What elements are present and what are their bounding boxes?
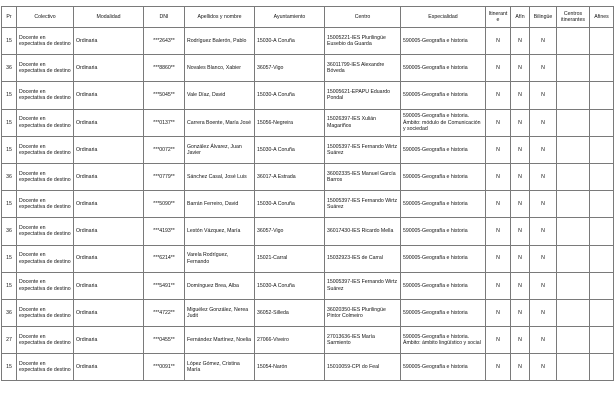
cell-afines bbox=[590, 191, 614, 218]
cell-especialidad: 590005-Geografía e historia bbox=[401, 163, 486, 190]
cell-centros-itinerantes bbox=[557, 299, 590, 326]
header-afines: Afines bbox=[590, 7, 614, 28]
cell-apellidos-nombre: González Álvarez, Juan Javier bbox=[185, 136, 255, 163]
cell-colectivo: Docente en expectativa de destino bbox=[17, 218, 74, 245]
cell-colectivo: Docente en expectativa de destino bbox=[17, 136, 74, 163]
cell-afin: N bbox=[511, 55, 530, 82]
cell-centros-itinerantes bbox=[557, 272, 590, 299]
cell-especialidad: 590005-Geografía e historia bbox=[401, 55, 486, 82]
header-apellidos-nombre: Apellidos y nombre bbox=[185, 7, 255, 28]
table-row bbox=[2, 327, 614, 354]
table-row bbox=[2, 28, 614, 55]
cell-itinerante: N bbox=[486, 82, 511, 109]
cell-dni: ***4193** bbox=[144, 218, 185, 245]
cell-itinerante: N bbox=[486, 218, 511, 245]
table-row bbox=[2, 354, 614, 381]
header-especialidad: Especialidad bbox=[401, 7, 486, 28]
cell-colectivo: Docente en expectativa de destino bbox=[17, 109, 74, 136]
cell-bilingue: N bbox=[530, 218, 557, 245]
cell-afines bbox=[590, 55, 614, 82]
cell-especialidad: 590005-Geografía e historia bbox=[401, 218, 486, 245]
header-modalidad: Modalidad bbox=[74, 7, 144, 28]
table-row bbox=[2, 272, 614, 299]
cell-afin: N bbox=[511, 109, 530, 136]
cell-ayuntamiento: 15021-Carral bbox=[255, 245, 325, 272]
cell-pr: 15 bbox=[2, 136, 17, 163]
cell-centros-itinerantes bbox=[557, 28, 590, 55]
cell-colectivo: Docente en expectativa de destino bbox=[17, 191, 74, 218]
cell-afines bbox=[590, 354, 614, 381]
cell-centro: 15032923-IES de Carral bbox=[325, 245, 401, 272]
cell-centro: 36017430-IES Ricardo Mella bbox=[325, 218, 401, 245]
cell-itinerante: N bbox=[486, 28, 511, 55]
cell-pr: 36 bbox=[2, 55, 17, 82]
cell-dni: ***0072** bbox=[144, 136, 185, 163]
assignments-table bbox=[1, 6, 614, 381]
cell-bilingue: N bbox=[530, 163, 557, 190]
cell-ayuntamiento: 36057-Vigo bbox=[255, 218, 325, 245]
table-row bbox=[2, 109, 614, 136]
cell-modalidad: Ordinaria bbox=[74, 327, 144, 354]
cell-pr: 15 bbox=[2, 272, 17, 299]
cell-especialidad: 590005-Geografía e historia. Ámbito: ámbito lingüístico y social bbox=[401, 327, 486, 354]
table-row bbox=[2, 55, 614, 82]
cell-bilingue: N bbox=[530, 354, 557, 381]
cell-dni: ***0137** bbox=[144, 109, 185, 136]
cell-centro: 36020350-IES Plurilingüe Pintor Colmeiro bbox=[325, 299, 401, 326]
cell-bilingue: N bbox=[530, 28, 557, 55]
cell-especialidad: 590005-Geografía e historia bbox=[401, 245, 486, 272]
cell-colectivo: Docente en expectativa de destino bbox=[17, 28, 74, 55]
cell-itinerante: N bbox=[486, 163, 511, 190]
cell-itinerante: N bbox=[486, 299, 511, 326]
cell-ayuntamiento: 15030-A Coruña bbox=[255, 191, 325, 218]
table-row bbox=[2, 218, 614, 245]
cell-apellidos-nombre: Varela Rodríguez, Fernando bbox=[185, 245, 255, 272]
cell-bilingue: N bbox=[530, 109, 557, 136]
table-header-row bbox=[2, 7, 614, 28]
cell-ayuntamiento: 36057-Vigo bbox=[255, 55, 325, 82]
cell-especialidad: 590005-Geografía e historia bbox=[401, 299, 486, 326]
cell-afin: N bbox=[511, 28, 530, 55]
cell-colectivo: Docente en expectativa de destino bbox=[17, 327, 74, 354]
cell-itinerante: N bbox=[486, 55, 511, 82]
cell-colectivo: Docente en expectativa de destino bbox=[17, 354, 74, 381]
header-bilingue: Bilingüe bbox=[530, 7, 557, 28]
cell-centros-itinerantes bbox=[557, 136, 590, 163]
table-row bbox=[2, 191, 614, 218]
table-row bbox=[2, 245, 614, 272]
cell-apellidos-nombre: Carrera Boente, María José bbox=[185, 109, 255, 136]
cell-bilingue: N bbox=[530, 191, 557, 218]
cell-apellidos-nombre: Vale Díaz, David bbox=[185, 82, 255, 109]
cell-colectivo: Docente en expectativa de destino bbox=[17, 299, 74, 326]
cell-itinerante: N bbox=[486, 109, 511, 136]
cell-afin: N bbox=[511, 163, 530, 190]
cell-ayuntamiento: 15030-A Coruña bbox=[255, 82, 325, 109]
cell-pr: 15 bbox=[2, 109, 17, 136]
cell-centros-itinerantes bbox=[557, 245, 590, 272]
cell-modalidad: Ordinaria bbox=[74, 82, 144, 109]
cell-modalidad: Ordinaria bbox=[74, 109, 144, 136]
table-row bbox=[2, 82, 614, 109]
cell-dni: ***5090** bbox=[144, 191, 185, 218]
cell-centro: 15005621-EPAPU Eduardo Pondal bbox=[325, 82, 401, 109]
cell-afines bbox=[590, 136, 614, 163]
cell-apellidos-nombre: Barrán Ferreiro, David bbox=[185, 191, 255, 218]
cell-pr: 36 bbox=[2, 163, 17, 190]
cell-dni: ***8860** bbox=[144, 55, 185, 82]
cell-ayuntamiento: 36052-Silleda bbox=[255, 299, 325, 326]
cell-modalidad: Ordinaria bbox=[74, 299, 144, 326]
header-itinerante: Itinerante bbox=[486, 7, 511, 28]
cell-especialidad: 590005-Geografía e historia bbox=[401, 354, 486, 381]
cell-especialidad: 590005-Geografía e historia bbox=[401, 82, 486, 109]
cell-apellidos-nombre: Novales Blanco, Xabier bbox=[185, 55, 255, 82]
cell-modalidad: Ordinaria bbox=[74, 163, 144, 190]
cell-centros-itinerantes bbox=[557, 55, 590, 82]
cell-colectivo: Docente en expectativa de destino bbox=[17, 272, 74, 299]
cell-colectivo: Docente en expectativa de destino bbox=[17, 245, 74, 272]
cell-modalidad: Ordinaria bbox=[74, 28, 144, 55]
cell-centro: 36002335-IES Manuel García Barros bbox=[325, 163, 401, 190]
table-row bbox=[2, 163, 614, 190]
cell-modalidad: Ordinaria bbox=[74, 245, 144, 272]
cell-centro: 15005397-IES Fernando Wirtz Suárez bbox=[325, 272, 401, 299]
cell-ayuntamiento: 27066-Viveiro bbox=[255, 327, 325, 354]
cell-pr: 15 bbox=[2, 82, 17, 109]
cell-colectivo: Docente en expectativa de destino bbox=[17, 82, 74, 109]
cell-pr: 15 bbox=[2, 28, 17, 55]
cell-dni: ***2643** bbox=[144, 28, 185, 55]
cell-centro: 27013636-IES María Sarmiento bbox=[325, 327, 401, 354]
cell-afines bbox=[590, 272, 614, 299]
cell-centros-itinerantes bbox=[557, 354, 590, 381]
cell-bilingue: N bbox=[530, 299, 557, 326]
cell-ayuntamiento: 36017-A Estrada bbox=[255, 163, 325, 190]
cell-bilingue: N bbox=[530, 245, 557, 272]
cell-ayuntamiento: 15030-A Coruña bbox=[255, 28, 325, 55]
header-dni: DNI bbox=[144, 7, 185, 28]
cell-colectivo: Docente en expectativa de destino bbox=[17, 55, 74, 82]
cell-afin: N bbox=[511, 299, 530, 326]
cell-ayuntamiento: 15030-A Coruña bbox=[255, 136, 325, 163]
cell-centro: 36011799-IES Alexandre Bóveda bbox=[325, 55, 401, 82]
cell-afines bbox=[590, 245, 614, 272]
header-ayuntamiento: Ayuntamiento bbox=[255, 7, 325, 28]
cell-centros-itinerantes bbox=[557, 327, 590, 354]
cell-ayuntamiento: 15054-Narón bbox=[255, 354, 325, 381]
cell-especialidad: 590005-Geografía e historia bbox=[401, 28, 486, 55]
cell-afin: N bbox=[511, 272, 530, 299]
cell-modalidad: Ordinaria bbox=[74, 218, 144, 245]
cell-afin: N bbox=[511, 136, 530, 163]
cell-centro: 15005397-IES Fernando Wirtz Suárez bbox=[325, 191, 401, 218]
cell-itinerante: N bbox=[486, 272, 511, 299]
cell-bilingue: N bbox=[530, 55, 557, 82]
cell-bilingue: N bbox=[530, 272, 557, 299]
cell-dni: ***0091** bbox=[144, 354, 185, 381]
table-row bbox=[2, 136, 614, 163]
cell-apellidos-nombre: Rodríguez Balerón, Pablo bbox=[185, 28, 255, 55]
cell-pr: 27 bbox=[2, 327, 17, 354]
cell-colectivo: Docente en expectativa de destino bbox=[17, 163, 74, 190]
header-centro: Centro bbox=[325, 7, 401, 28]
cell-apellidos-nombre: Sánchez Casal, José Luis bbox=[185, 163, 255, 190]
header-afin: Afín bbox=[511, 7, 530, 28]
cell-apellidos-nombre: Fernández Martínez, Noelia bbox=[185, 327, 255, 354]
cell-pr: 36 bbox=[2, 299, 17, 326]
cell-centro: 15010059-CPI do Feal bbox=[325, 354, 401, 381]
cell-modalidad: Ordinaria bbox=[74, 55, 144, 82]
cell-centros-itinerantes bbox=[557, 82, 590, 109]
header-colectivo: Colectivo bbox=[17, 7, 74, 28]
cell-centro: 15005397-IES Fernando Wirtz Suárez bbox=[325, 136, 401, 163]
cell-modalidad: Ordinaria bbox=[74, 136, 144, 163]
cell-afines bbox=[590, 163, 614, 190]
cell-especialidad: 590005-Geografía e historia bbox=[401, 136, 486, 163]
cell-itinerante: N bbox=[486, 354, 511, 381]
cell-apellidos-nombre: Miguélez González, Nerea Judit bbox=[185, 299, 255, 326]
cell-pr: 15 bbox=[2, 191, 17, 218]
cell-apellidos-nombre: Lestón Vázquez, María bbox=[185, 218, 255, 245]
table-row bbox=[2, 299, 614, 326]
cell-apellidos-nombre: López Gómez, Cristina María bbox=[185, 354, 255, 381]
cell-dni: ***6214** bbox=[144, 245, 185, 272]
cell-dni: ***0779** bbox=[144, 163, 185, 190]
cell-afin: N bbox=[511, 245, 530, 272]
cell-itinerante: N bbox=[486, 191, 511, 218]
cell-pr: 36 bbox=[2, 218, 17, 245]
cell-especialidad: 590005-Geografía e historia. Ámbito: módulo de Comunicación y sociedad bbox=[401, 109, 486, 136]
cell-afines bbox=[590, 218, 614, 245]
cell-centro: 15026397-IES Xulián Magariños bbox=[325, 109, 401, 136]
header-centros-itinerantes: Centros itinerantes bbox=[557, 7, 590, 28]
cell-afin: N bbox=[511, 354, 530, 381]
cell-afin: N bbox=[511, 82, 530, 109]
cell-itinerante: N bbox=[486, 245, 511, 272]
cell-bilingue: N bbox=[530, 327, 557, 354]
cell-pr: 15 bbox=[2, 245, 17, 272]
cell-dni: ***5491** bbox=[144, 272, 185, 299]
cell-modalidad: Ordinaria bbox=[74, 354, 144, 381]
cell-afines bbox=[590, 327, 614, 354]
cell-bilingue: N bbox=[530, 136, 557, 163]
cell-centro: 15005221-IES Plurilingüe Eusebio da Guarda bbox=[325, 28, 401, 55]
cell-centros-itinerantes bbox=[557, 163, 590, 190]
cell-afines bbox=[590, 82, 614, 109]
cell-afines bbox=[590, 109, 614, 136]
cell-afin: N bbox=[511, 327, 530, 354]
cell-dni: ***4722** bbox=[144, 299, 185, 326]
cell-dni: ***5045** bbox=[144, 82, 185, 109]
cell-modalidad: Ordinaria bbox=[74, 272, 144, 299]
document-page bbox=[1, 6, 614, 381]
cell-especialidad: 590005-Geografía e historia bbox=[401, 272, 486, 299]
cell-modalidad: Ordinaria bbox=[74, 191, 144, 218]
cell-afin: N bbox=[511, 191, 530, 218]
cell-apellidos-nombre: Domínguez Brea, Alba bbox=[185, 272, 255, 299]
cell-itinerante: N bbox=[486, 136, 511, 163]
cell-dni: ***0455** bbox=[144, 327, 185, 354]
cell-bilingue: N bbox=[530, 82, 557, 109]
cell-afin: N bbox=[511, 218, 530, 245]
cell-ayuntamiento: 15030-A Coruña bbox=[255, 272, 325, 299]
table-body bbox=[2, 28, 614, 381]
cell-especialidad: 590005-Geografía e historia bbox=[401, 191, 486, 218]
cell-centros-itinerantes bbox=[557, 109, 590, 136]
cell-pr: 15 bbox=[2, 354, 17, 381]
cell-centros-itinerantes bbox=[557, 218, 590, 245]
cell-itinerante: N bbox=[486, 327, 511, 354]
cell-afines bbox=[590, 28, 614, 55]
header-pr: Pr bbox=[2, 7, 17, 28]
cell-afines bbox=[590, 299, 614, 326]
cell-ayuntamiento: 15056-Negreira bbox=[255, 109, 325, 136]
cell-centros-itinerantes bbox=[557, 191, 590, 218]
